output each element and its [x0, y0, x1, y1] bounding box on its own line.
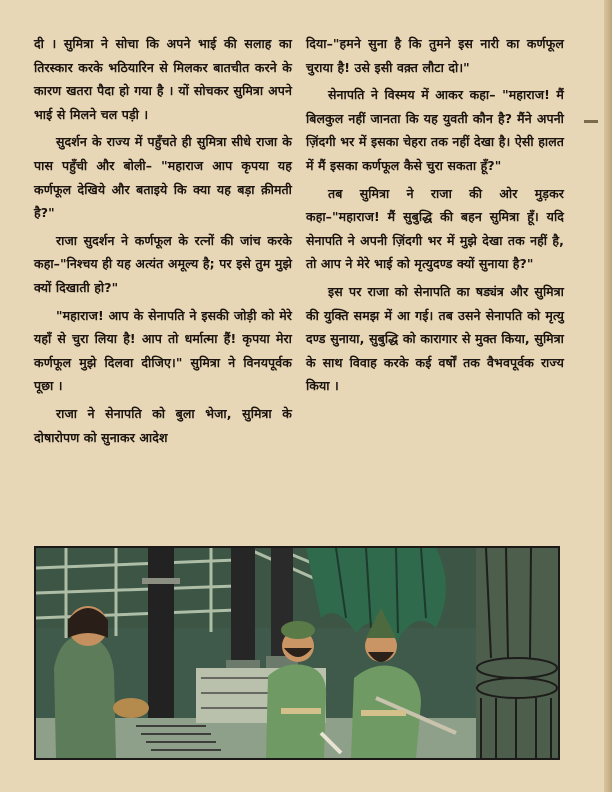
text-column-left [34, 32, 292, 453]
paragraph: दिया–"हमने सुना है कि तुमने इस नारी का कर्णफूल चुराया है! उसे इसी वक़्त लौटा दो।" [306, 36, 564, 75]
paragraph: सेनापति ने विस्मय में आकर कहा– "महाराज! मैं बिलकुल नहीं जानता कि यह युवती कौन है? मैंने अपनी ज़िंदगी भर में इसका चेहरा तक नहीं देखा है। ऐसी हालत में मैं इसका कर्णफूल कैसे चुरा सकता हूँ?" [306, 87, 564, 173]
paragraph: तब सुमित्रा ने राजा की ओर मुड़कर कहा–"महाराज! मैं सुबुद्धि की बहन सुमित्रा हूँ। यदि सेनापति ने अपनी ज़िंदगी भर में मुझे देखा तक नहीं है, तो आप ने मेरे भाई को मृत्युदण्ड क्यों सुनाया है?" [306, 185, 564, 272]
paragraph: राजा सुदर्शन ने कर्णफूल के रत्नों की जांच करके कहा–"निश्चय ही यह अत्यंत अमूल्य है; पर इसे तुम मुझे क्यों दिखाती हो?" [34, 232, 292, 295]
story-illustration [34, 546, 560, 760]
paragraph: सुदर्शन के राज्य में पहुँचते ही सुमित्रा सीधे राजा के पास पहुँची और बोली– "महाराज आप कृपया यह कर्णफूल देखिये और बताइये कि क्या यह बड़ा क़ीमती है?" [34, 134, 292, 221]
paragraph: राजा ने सेनापति को बुला भेजा, सुमित्रा के दोषारोपण को सुनाकर आदेश [34, 405, 292, 445]
paragraph: "महाराज! आप के सेनापति ने इसकी जोड़ी को मेरे यहाँ से चुरा लिया है! आप तो धर्मात्मा हैं! कृपया मेरा कर्णफूल मुझे दिलवा दीजिए।" सुमित्रा ने विनयपूर्वक पूछा । [34, 307, 292, 394]
page-edge [604, 0, 612, 792]
page-mark [584, 120, 598, 123]
paragraph: इस पर राजा को सेनापति का षड्यंत्र और सुमित्रा की युक्ति समझ में आ गई। तब उसने सेनापति को मृत्यु दण्ड सुनाया, सुबुद्धि को कारागार से मुक्त किया, सुमित्रा के साथ विवाह करके कई वर्षों तक वैभवपूर्वक राज्य किया । [306, 283, 564, 394]
text-column-right [306, 32, 564, 402]
paragraph: दी । सुमित्रा ने सोचा कि अपने भाई की सलाह का तिरस्कार करके भठियारिन से मिलकर बातचीत करने के कारण खतरा पैदा हो गया है । यों सोचकर सुमित्रा अपने भाई से मिलने चल पड़ी । [34, 36, 292, 122]
